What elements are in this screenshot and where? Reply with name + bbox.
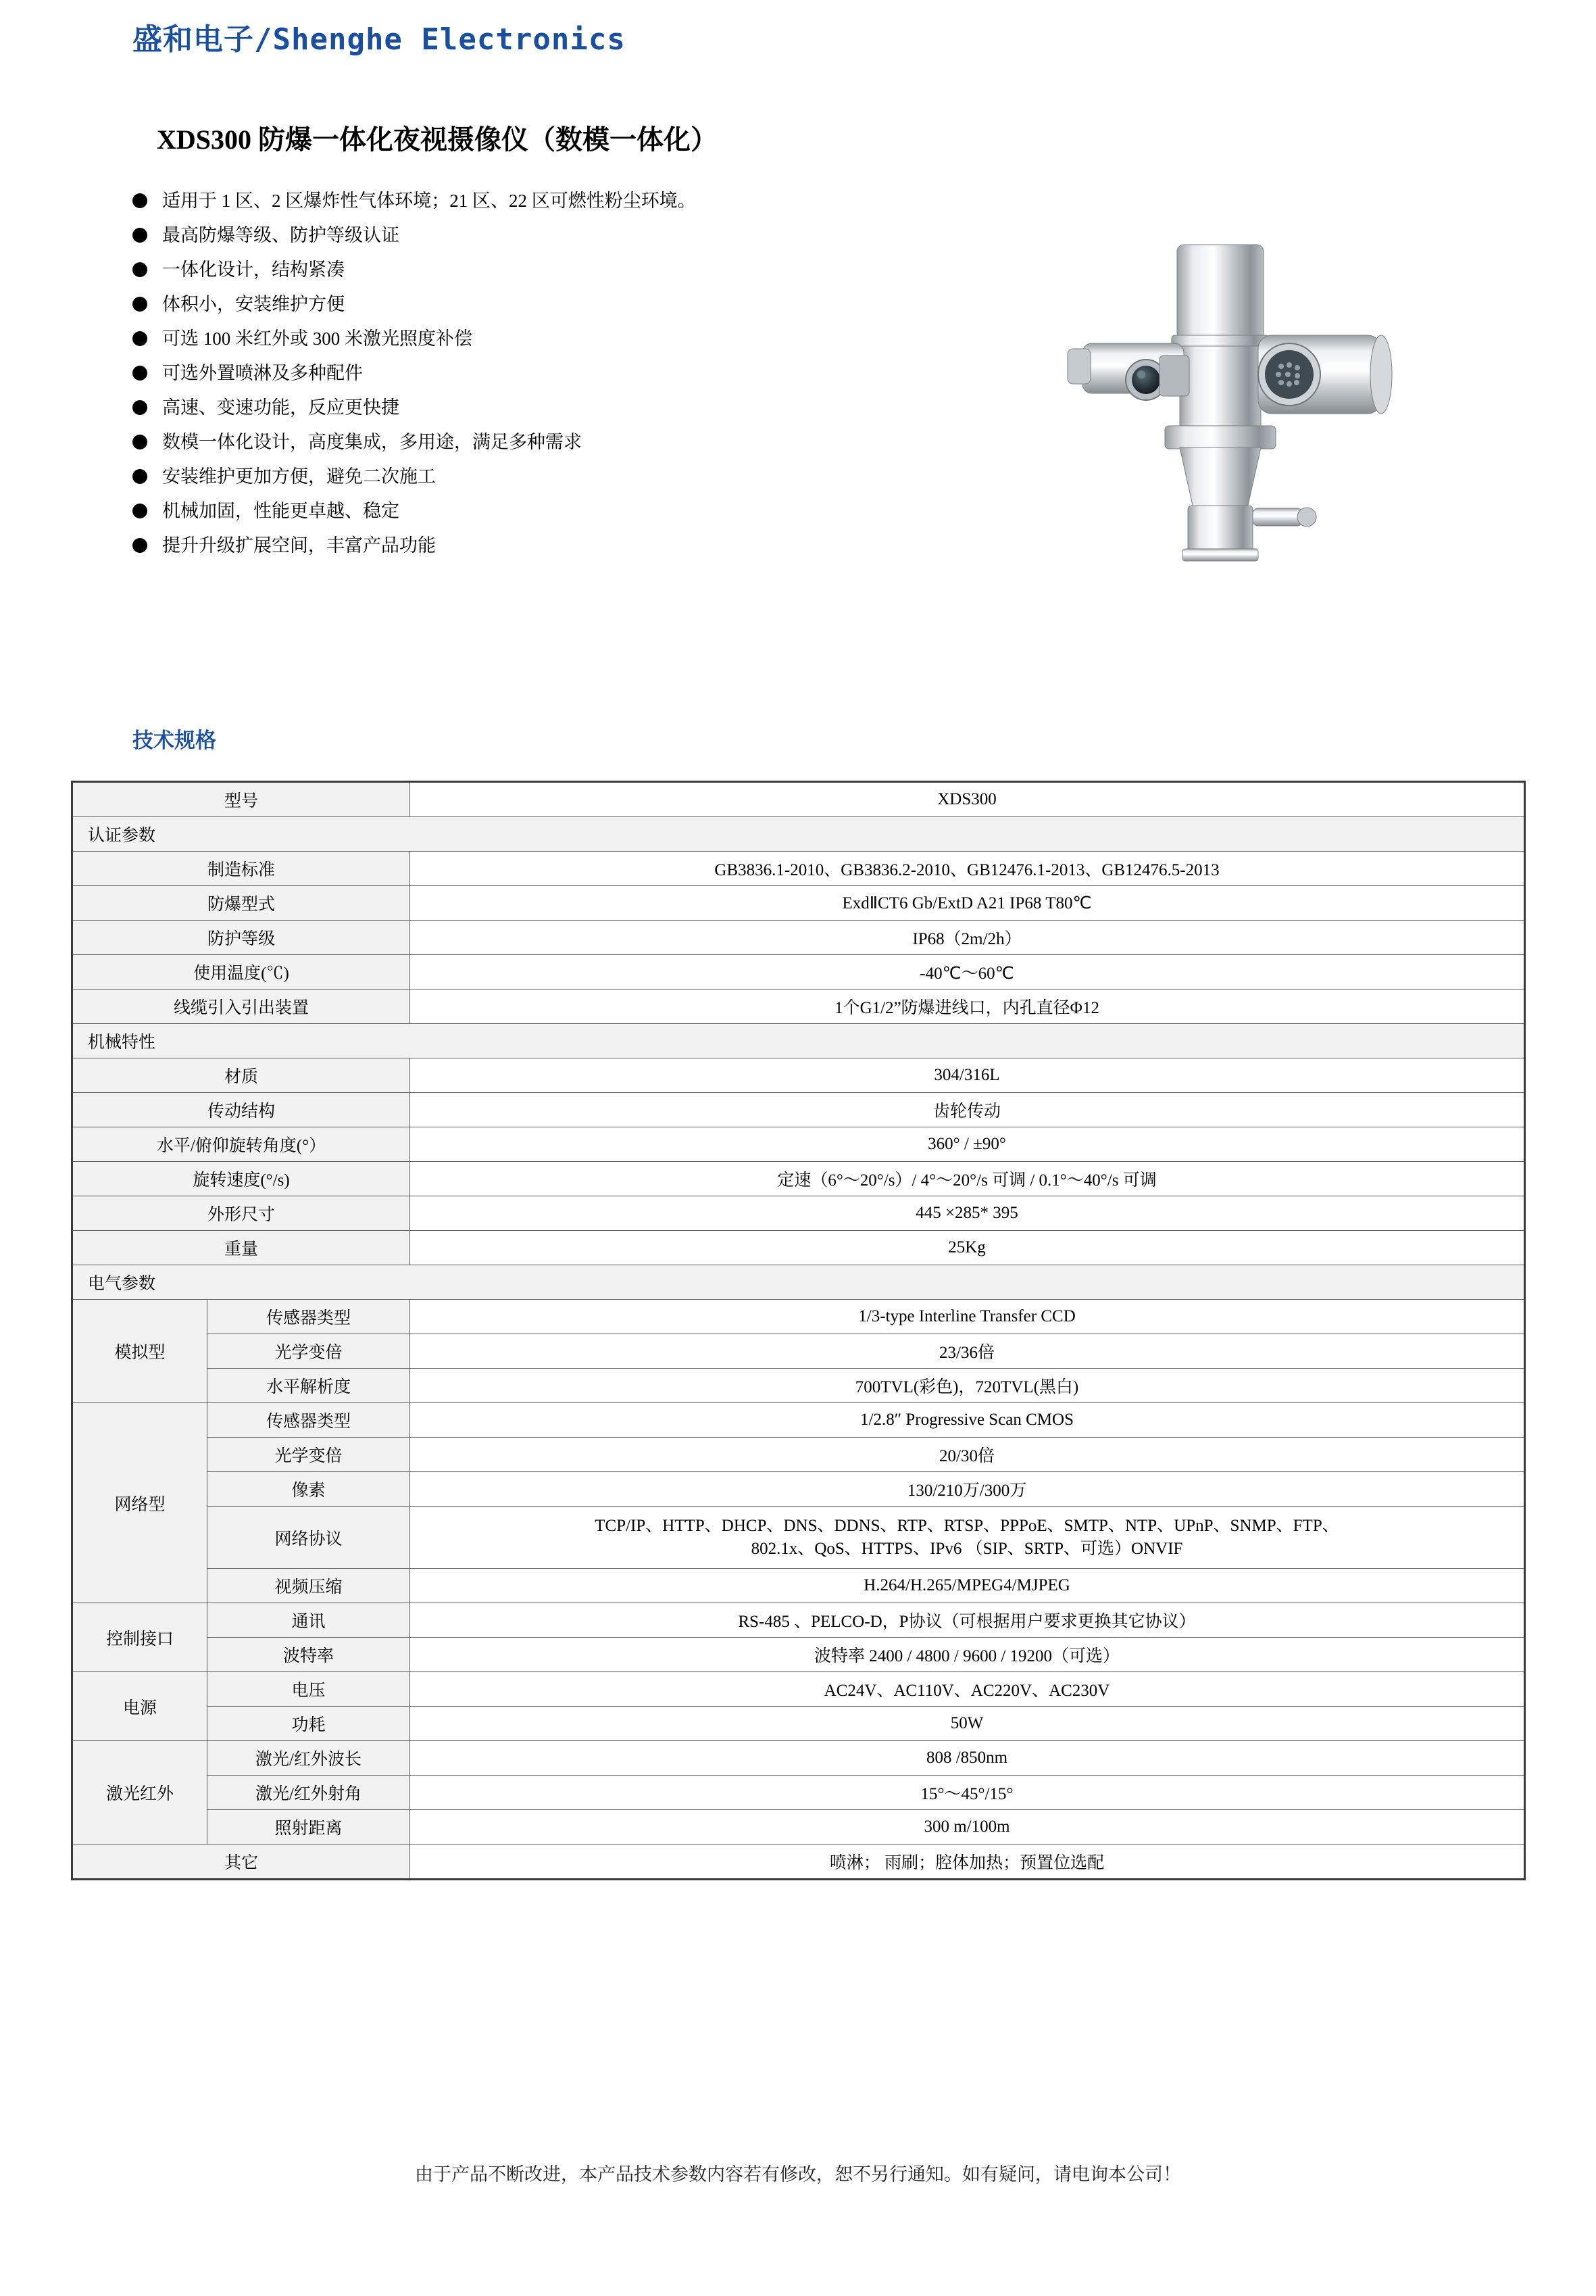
- table-row: [72, 1741, 1525, 1776]
- spec-value: 360° / ±90°: [410, 1127, 1525, 1162]
- bullet-icon: [132, 297, 147, 312]
- bullet-icon: [132, 193, 147, 208]
- group-label-elec: 电气参数: [72, 1265, 1525, 1300]
- spec-value: 1/3-type Interline Transfer CCD: [410, 1300, 1525, 1334]
- list-item: [132, 396, 977, 419]
- table-group-row: [72, 1265, 1525, 1300]
- bullet-icon: [132, 228, 147, 243]
- spec-value: 808 /850nm: [410, 1741, 1525, 1776]
- table-row: [72, 1127, 1525, 1162]
- spec-label: 旋转速度(°/s): [72, 1162, 410, 1196]
- spec-category: 网络型: [72, 1403, 207, 1603]
- spec-label: 通讯: [207, 1603, 410, 1638]
- list-item: [132, 362, 977, 385]
- spec-label: 网络协议: [207, 1507, 410, 1569]
- protocol-line-2: 802.1x、QoS、HTTPS、IPv6 （SIP、SRTP、可选）ONVIF: [751, 1539, 1183, 1558]
- spec-label: 照射距离: [207, 1810, 410, 1845]
- spec-label: 光学变倍: [207, 1334, 410, 1369]
- spec-value: 700TVL(彩色)，720TVL(黑白): [410, 1369, 1525, 1403]
- spec-label: 传感器类型: [207, 1403, 410, 1438]
- spec-value: XDS300: [410, 782, 1525, 817]
- table-row: [72, 1672, 1525, 1707]
- feature-text: 最高防爆等级、防护等级认证: [162, 225, 399, 245]
- spec-label: 电压: [207, 1672, 410, 1707]
- table-row: [72, 955, 1525, 990]
- protocol-line-1: TCP/IP、HTTP、DHCP、DNS、DDNS、RTP、RTSP、PPPoE、SMTP、NTP、UPnP、SNMP、FTP、: [595, 1516, 1339, 1535]
- list-item: [132, 327, 977, 350]
- spec-value: 304/316L: [410, 1058, 1525, 1093]
- table-row: [72, 921, 1525, 955]
- spec-label: 功耗: [207, 1707, 410, 1741]
- table-row: [72, 1369, 1525, 1403]
- table-row: [72, 1845, 1525, 1880]
- spec-label: 重量: [72, 1231, 410, 1265]
- spec-value: 23/36倍: [410, 1334, 1525, 1369]
- spec-value: 1/2.8″ Progressive Scan CMOS: [410, 1403, 1525, 1438]
- table-row: [72, 886, 1525, 921]
- spec-value: 20/30倍: [410, 1438, 1525, 1472]
- table-row: [72, 1472, 1525, 1507]
- table-row: [72, 1603, 1525, 1638]
- table-row: [72, 852, 1525, 886]
- spec-label: 波特率: [207, 1638, 410, 1672]
- table-row: [72, 1162, 1525, 1196]
- bullet-icon: [132, 469, 147, 484]
- spec-value: 15°～45°/15°: [410, 1776, 1525, 1810]
- list-item: [132, 431, 977, 454]
- spec-label: 光学变倍: [207, 1438, 410, 1472]
- spec-label: 材质: [72, 1058, 410, 1093]
- feature-text: 数模一体化设计，高度集成，多用途，满足多种需求: [162, 432, 582, 452]
- spec-value: 50W: [410, 1707, 1525, 1741]
- table-row: [72, 990, 1525, 1024]
- spec-value: 1个G1/2”防爆进线口，内孔直径Φ12: [410, 990, 1525, 1024]
- spec-label: 传动结构: [72, 1093, 410, 1127]
- product-photo: [1020, 203, 1439, 581]
- feature-text: 可选 100 米红外或 300 米激光照度补偿: [162, 328, 472, 349]
- spec-value: 齿轮传动: [410, 1093, 1525, 1127]
- group-label-cert: 认证参数: [72, 817, 1525, 852]
- specification-table: [71, 781, 1526, 1880]
- feature-list: [132, 189, 977, 568]
- list-item: [132, 293, 977, 316]
- spec-value: IP68（2m/2h）: [410, 921, 1525, 955]
- table-row: [72, 1638, 1525, 1672]
- list-item: [132, 499, 977, 522]
- footer-disclaimer: 由于产品不断改进，本产品技术参数内容若有修改，恕不另行通知。如有疑问，请电询本公司！: [415, 2164, 1181, 2184]
- feature-text: 体积小，安装维护方便: [162, 294, 345, 314]
- spec-label: 防爆型式: [72, 886, 410, 921]
- table-group-row: [72, 1024, 1525, 1058]
- table-row: [72, 1507, 1525, 1569]
- table-row: [72, 1707, 1525, 1741]
- bullet-icon: [132, 262, 147, 277]
- spec-label: 使用温度(℃): [72, 955, 410, 990]
- spec-label: 型号: [72, 782, 410, 817]
- feature-text: 适用于 1 区、2 区爆炸性气体环境；21 区、22 区可燃性粉尘环境。: [162, 191, 696, 211]
- spec-label: 像素: [207, 1472, 410, 1507]
- list-item: [132, 224, 977, 247]
- table-row: [72, 1810, 1525, 1845]
- table-row: [72, 1569, 1525, 1603]
- table-row: [72, 1438, 1525, 1472]
- table-row: [72, 1093, 1525, 1127]
- table-row: [72, 1776, 1525, 1810]
- spec-category: 控制接口: [72, 1603, 207, 1672]
- bullet-icon: [132, 331, 147, 346]
- table-row: [72, 1403, 1525, 1438]
- spec-value: 130/210万/300万: [410, 1472, 1525, 1507]
- list-item: [132, 258, 977, 281]
- spec-label: 其它: [72, 1845, 410, 1880]
- company-brand: 盛和电子/Shenghe Electronics: [132, 22, 626, 57]
- spec-value: 445 ×285* 395: [410, 1196, 1525, 1231]
- feature-text: 高速、变速功能，反应更快捷: [162, 397, 399, 418]
- spec-label: 水平解析度: [207, 1369, 410, 1403]
- bullet-icon: [132, 366, 147, 381]
- table-row: [72, 1058, 1525, 1093]
- spec-value: GB3836.1-2010、GB3836.2-2010、GB12476.1-2013、GB12476.5-2013: [410, 852, 1525, 886]
- section-title-specs: 技术规格: [132, 729, 216, 752]
- spec-value: AC24V、AC110V、AC220V、AC230V: [410, 1672, 1525, 1707]
- bullet-icon: [132, 400, 147, 415]
- list-item: [132, 465, 977, 488]
- spec-value: 波特率 2400 / 4800 / 9600 / 19200（可选）: [410, 1638, 1525, 1672]
- feature-text: 提升升级扩展空间，丰富产品功能: [162, 535, 436, 556]
- group-label-mech: 机械特性: [72, 1024, 1525, 1058]
- spec-value: ExdⅡCT6 Gb/ExtD A21 IP68 T80℃: [410, 886, 1525, 921]
- feature-text: 一体化设计，结构紧凑: [162, 260, 345, 280]
- spec-label: 水平/俯仰旋转角度(°）: [72, 1127, 410, 1162]
- feature-text: 安装维护更加方便，避免二次施工: [162, 466, 436, 487]
- spec-value: 喷淋； 雨刷；腔体加热；预置位选配: [410, 1845, 1525, 1880]
- list-item: [132, 534, 977, 557]
- page-title: XDS300 防爆一体化夜视摄像仪（数模一体化）: [157, 124, 718, 155]
- spec-value: -40℃～60℃: [410, 955, 1525, 990]
- spec-label: 激光/红外波长: [207, 1741, 410, 1776]
- list-item: [132, 189, 977, 212]
- table-group-row: [72, 817, 1525, 852]
- table-row: [72, 1334, 1525, 1369]
- spec-category: 模拟型: [72, 1300, 207, 1403]
- spec-label: 传感器类型: [207, 1300, 410, 1334]
- table-row: [72, 1300, 1525, 1334]
- feature-text: 可选外置喷淋及多种配件: [162, 363, 363, 383]
- bullet-icon: [132, 504, 147, 518]
- spec-category: 激光红外: [72, 1741, 207, 1845]
- spec-value: RS-485 、PELCO-D，P协议（可根据用户要求更换其它协议）: [410, 1603, 1525, 1638]
- spec-label: 防护等级: [72, 921, 410, 955]
- spec-value: H.264/H.265/MPEG4/MJPEG: [410, 1569, 1525, 1603]
- spec-value: 300 m/100m: [410, 1810, 1525, 1845]
- spec-value: [410, 1507, 1525, 1569]
- table-row: [72, 1231, 1525, 1265]
- table-row: [72, 782, 1525, 817]
- table-row: [72, 1196, 1525, 1231]
- spec-label: 制造标准: [72, 852, 410, 886]
- bullet-icon: [132, 435, 147, 449]
- spec-label: 外形尺寸: [72, 1196, 410, 1231]
- spec-label: 视频压缩: [207, 1569, 410, 1603]
- feature-text: 机械加固，性能更卓越、稳定: [162, 501, 399, 521]
- spec-value: 定速（6°～20°/s）/ 4°～20°/s 可调 / 0.1°～40°/s 可调: [410, 1162, 1525, 1196]
- bullet-icon: [132, 538, 147, 553]
- spec-label: 线缆引入引出装置: [72, 990, 410, 1024]
- spec-category: 电源: [72, 1672, 207, 1741]
- spec-label: 激光/红外射角: [207, 1776, 410, 1810]
- spec-value: 25Kg: [410, 1231, 1525, 1265]
